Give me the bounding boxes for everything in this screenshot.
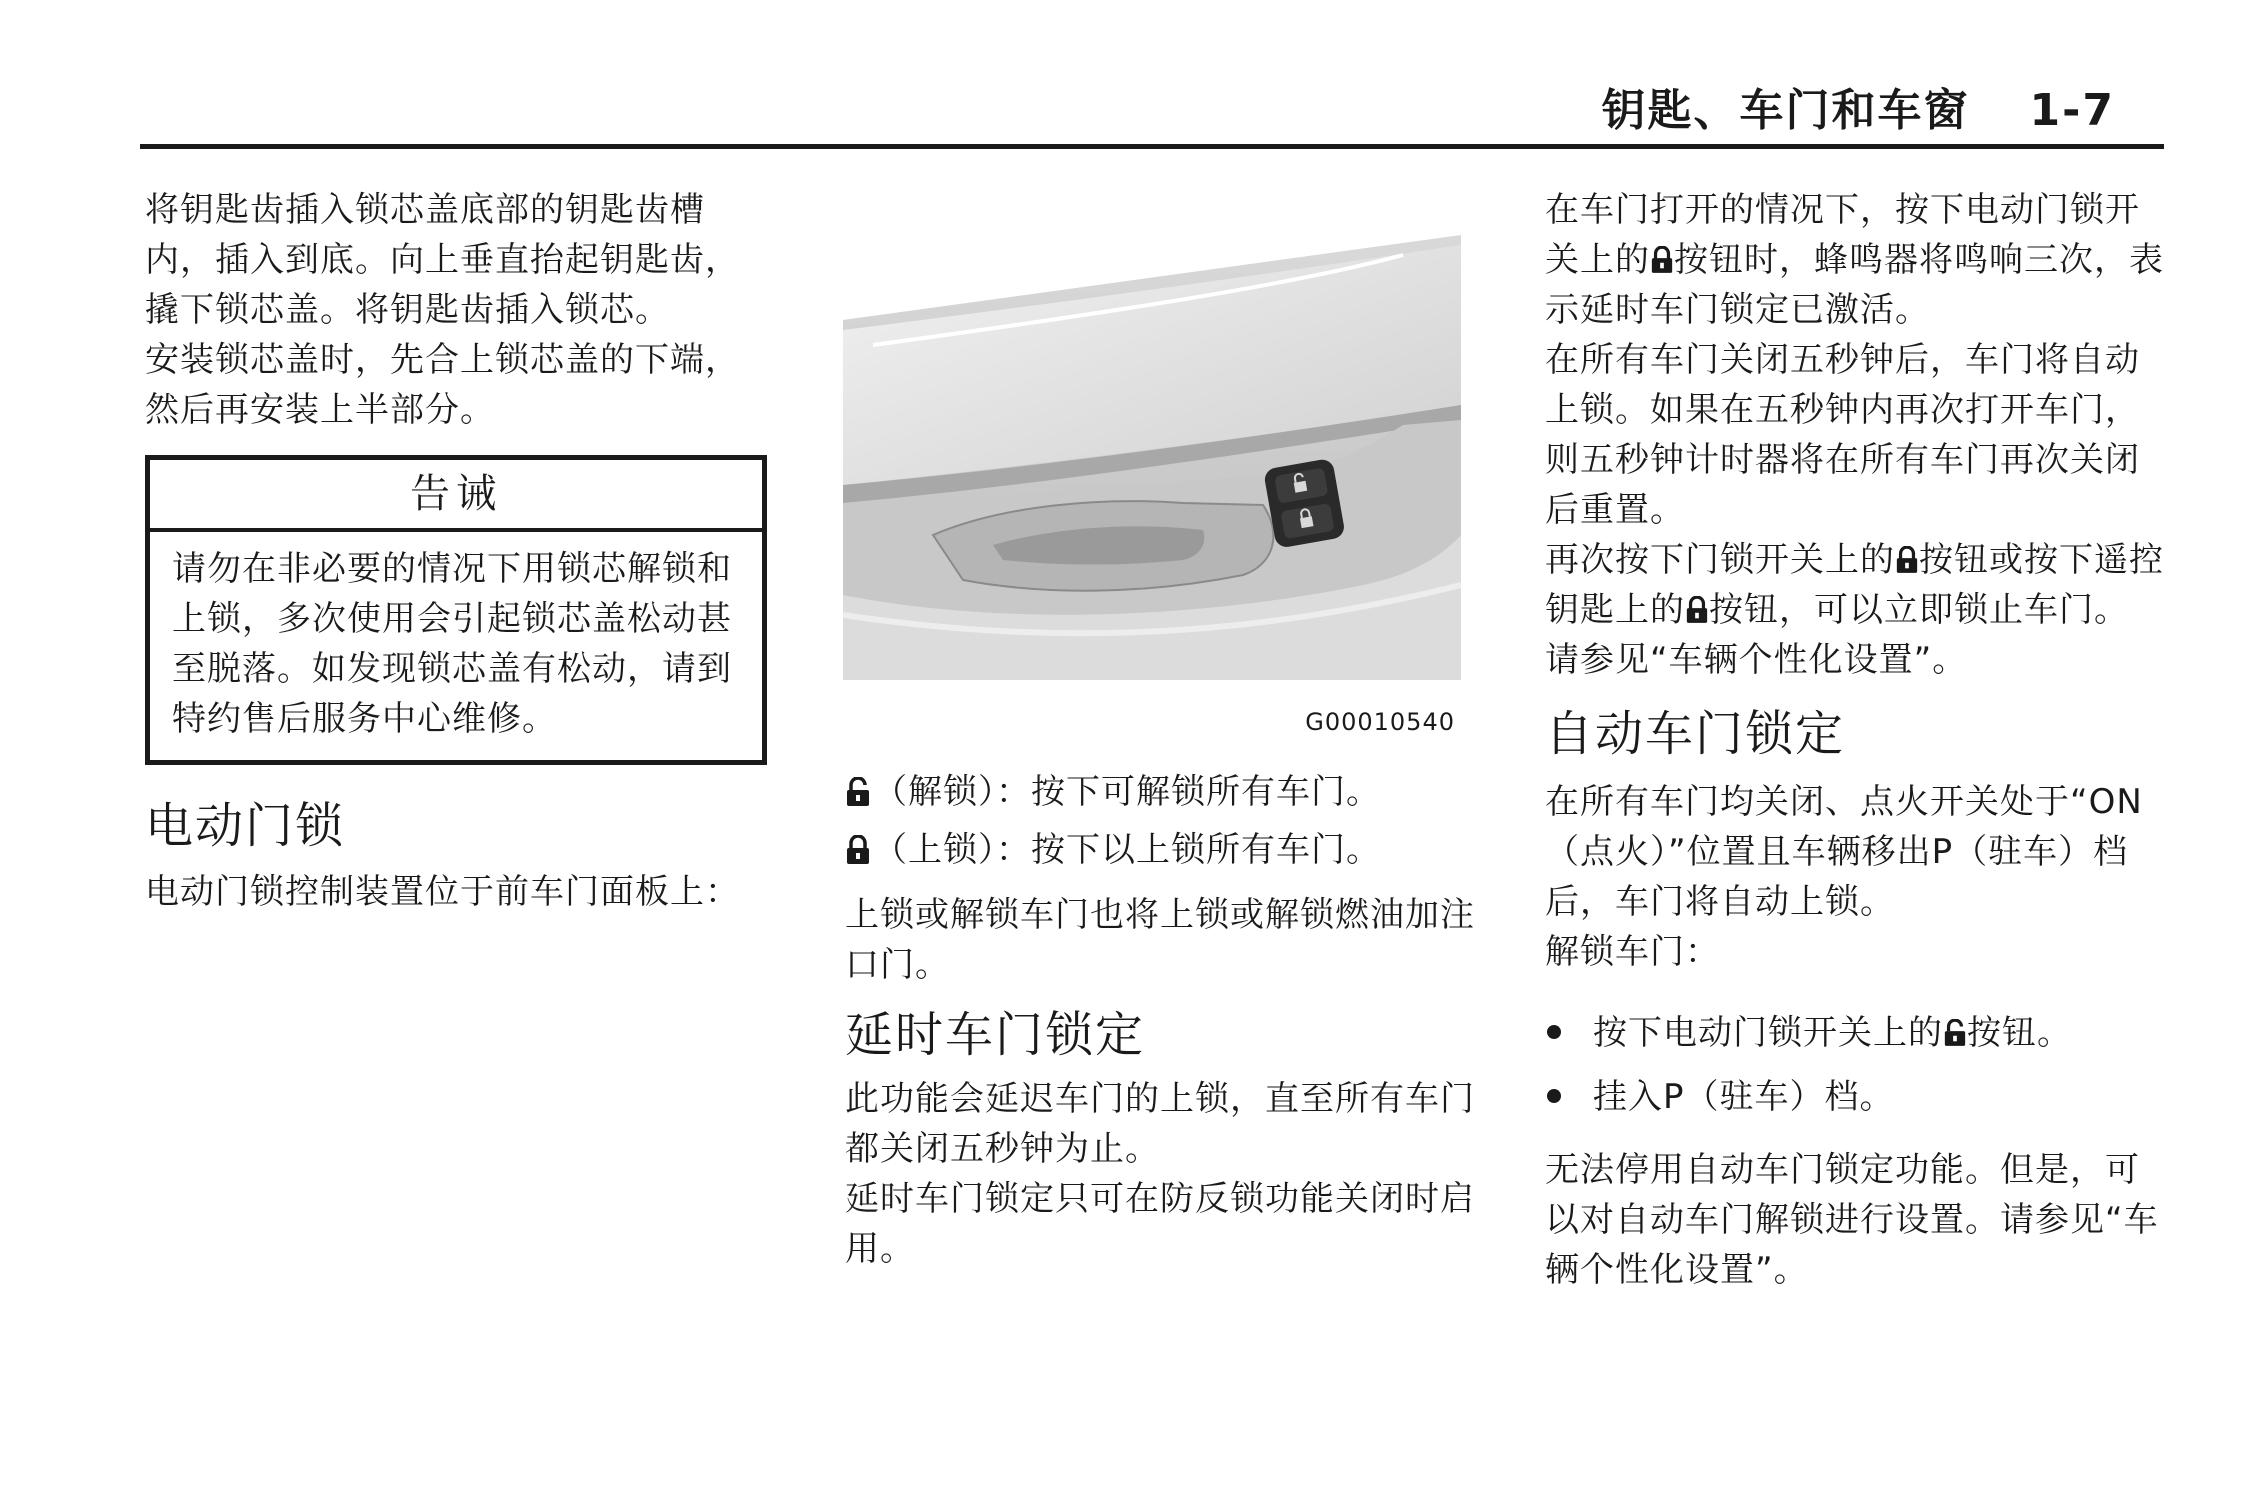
delay-lock-paragraph-1: 此功能会延迟车门的上锁，直至所有车门都关闭五秒钟为止。 — [845, 1079, 1475, 1169]
bullet-1-text-a: 按下电动门锁开关上的 — [1593, 1013, 1943, 1053]
door-panel-figure — [843, 235, 1461, 680]
delay-activate-paragraph — [1545, 185, 2170, 335]
bullet-2-text: 挂入P（驻车）档。 — [1593, 1077, 1895, 1117]
lock-item — [845, 822, 1475, 878]
immediate-lock-paragraph — [1545, 535, 2170, 635]
delay-activate-text-a: 在车门打开的情况下，按下电动门锁开关上的 — [1545, 190, 2140, 280]
immediate-lock-text-c: 按钮，可以立即锁止车门。 — [1709, 590, 2129, 630]
page-number: 1-7 — [2029, 85, 2115, 136]
column-1 — [145, 185, 765, 917]
lock-item-text: （上锁）：按下以上锁所有车门。 — [873, 830, 1381, 870]
unlock-item-text: （解锁）：按下可解锁所有车门。 — [873, 772, 1381, 812]
power-lock-heading: 电动门锁 — [145, 798, 346, 854]
lock-icon — [1685, 596, 1709, 624]
header-rule — [140, 144, 2164, 149]
lock-icon — [1650, 246, 1674, 274]
list-item — [1545, 1065, 2170, 1129]
bullet-dot — [1547, 1089, 1561, 1103]
immediate-lock-text-a: 再次按下门锁开关上的 — [1545, 540, 1895, 580]
column-2 — [845, 185, 1475, 1274]
bullet-dot — [1547, 1025, 1561, 1039]
unlock-steps-list — [1545, 1001, 2170, 1129]
lock-icon — [1895, 546, 1919, 574]
power-lock-paragraph: 电动门锁控制装置位于前车门面板上： — [145, 872, 740, 912]
auto-lock-heading: 自动车门锁定 — [1545, 706, 1846, 762]
see-personalization-paragraph: 请参见“车辆个性化设置”。 — [1545, 640, 1968, 680]
delay-activate-text-b: 按钮时，蜂鸣器将鸣响三次，表示延时车门锁定已激活。 — [1545, 240, 2164, 330]
bullet-1-text-b: 按钮。 — [1967, 1013, 2072, 1053]
unlock-doors-label: 解锁车门： — [1545, 932, 1720, 972]
key-insert-paragraph: 将钥匙齿插入锁芯盖底部的钥匙齿槽内，插入到底。向上垂直抬起钥匙齿，撬下锁芯盖。将钥匙齿插入锁芯。 — [145, 190, 740, 330]
auto-lock-timer-paragraph: 在所有车门关闭五秒钟后，车门将自动上锁。如果在五秒钟内再次打开车门，则五秒钟计时器将在所有车门再次关闭后重置。 — [1545, 340, 2140, 530]
section-title: 钥匙、车门和车窗 — [1601, 85, 1970, 136]
final-paragraph: 无法停用自动车门锁定功能。但是，可以对自动车门解锁进行设置。请参见“车辆个性化设置”。 — [1545, 1150, 2159, 1290]
delay-lock-paragraph-2: 延时车门锁定只可在防反锁功能关闭时启用。 — [845, 1179, 1475, 1269]
immediate-lock-text-b: 按钮或按下遥控钥匙上的 — [1545, 540, 2164, 630]
lock-icon — [845, 835, 871, 865]
delay-lock-heading: 延时车门锁定 — [845, 1007, 1146, 1063]
unlock-icon — [845, 777, 871, 807]
lock-switch-illustration — [1263, 458, 1346, 549]
warning-title: 告诫 — [150, 460, 762, 532]
figure-code: G00010540 — [1305, 708, 1455, 736]
cover-install-paragraph: 安装锁芯盖时，先合上锁芯盖的下端，然后再安装上半部分。 — [145, 340, 740, 430]
warning-text: 请勿在非必要的情况下用锁芯解锁和上锁，多次使用会引起锁芯盖松动甚至脱落。如发现锁芯盖有松动，请到特约售后服务中心维修。 — [172, 549, 732, 739]
column-3 — [1545, 185, 2170, 1295]
auto-lock-paragraph: 在所有车门均关闭、点火开关处于“ON（点火）”位置且车辆移出P（驻车）档后，车门将自动上锁。 — [1545, 782, 2143, 922]
door-panel-illustration — [843, 235, 1461, 680]
page-header — [1602, 74, 2116, 138]
unlock-item — [845, 764, 1475, 820]
list-item — [1545, 1001, 2170, 1065]
unlock-icon — [1943, 1019, 1967, 1047]
warning-box — [145, 455, 767, 765]
fuel-door-paragraph: 上锁或解锁车门也将上锁或解锁燃油加注口门。 — [845, 895, 1475, 985]
